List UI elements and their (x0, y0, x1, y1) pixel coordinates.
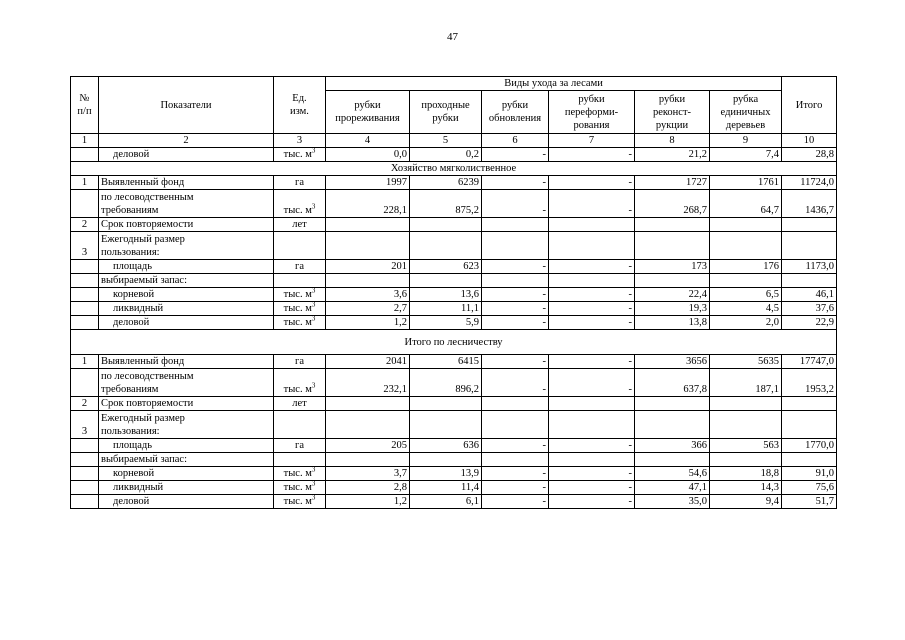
table-row (71, 190, 837, 218)
value-cell (482, 274, 549, 288)
header-column-number: 5 (410, 134, 482, 148)
value-cell: 173 (635, 260, 710, 274)
header-column-number: 3 (274, 134, 326, 148)
value-cell: 2,8 (326, 481, 410, 495)
value-cell: 0,2 (410, 148, 482, 162)
value-cell: 11,1 (410, 302, 482, 316)
header-total: Итого (782, 77, 837, 134)
row-number-cell (71, 467, 99, 481)
unit-cell: га (274, 176, 326, 190)
value-cell: 176 (710, 260, 782, 274)
unit-cell (274, 495, 326, 509)
header-column-number: 4 (326, 134, 410, 148)
value-cell (710, 218, 782, 232)
row-label-cell: ликвидный (99, 481, 274, 495)
value-cell (782, 232, 837, 260)
value-cell (326, 274, 410, 288)
row-number-cell (71, 148, 99, 162)
row-label-cell: Выявленный фонд (99, 176, 274, 190)
header-care-type: рубки реконст- рукции (635, 91, 710, 134)
value-cell: 13,8 (635, 316, 710, 330)
value-cell (410, 218, 482, 232)
table-row (71, 355, 837, 369)
unit-text: тыс. м (283, 289, 312, 300)
value-cell (549, 218, 635, 232)
table-row (71, 176, 837, 190)
forest-care-table (70, 76, 837, 509)
value-cell: 3,7 (326, 467, 410, 481)
unit-cell (274, 411, 326, 439)
value-cell: - (549, 355, 635, 369)
value-cell (410, 274, 482, 288)
unit-cell (274, 467, 326, 481)
value-cell (635, 411, 710, 439)
table-row (71, 218, 837, 232)
value-cell: 1770,0 (782, 439, 837, 453)
unit-cell: лет (274, 218, 326, 232)
value-cell: 22,4 (635, 288, 710, 302)
header-column-number: 7 (549, 134, 635, 148)
table-row (71, 288, 837, 302)
value-cell: 1173,0 (782, 260, 837, 274)
section-row (71, 162, 837, 176)
table-row (71, 397, 837, 411)
row-label-cell: корневой (99, 467, 274, 481)
value-cell: - (549, 176, 635, 190)
row-label-cell: площадь (99, 439, 274, 453)
value-cell: - (482, 148, 549, 162)
value-cell: 1727 (635, 176, 710, 190)
value-cell: 7,4 (710, 148, 782, 162)
value-cell (635, 397, 710, 411)
unit-superscript: 3 (311, 315, 316, 323)
unit-text: тыс. м (283, 468, 312, 479)
row-number-cell (71, 190, 99, 218)
value-cell (410, 397, 482, 411)
value-cell: 6,1 (410, 495, 482, 509)
value-cell: 1953,2 (782, 369, 837, 397)
unit-superscript: 3 (311, 301, 316, 309)
value-cell (326, 232, 410, 260)
unit-text: тыс. м (283, 149, 312, 160)
row-label-cell: деловой (99, 495, 274, 509)
value-cell: - (549, 288, 635, 302)
unit-superscript: 3 (311, 147, 316, 155)
unit-cell: га (274, 355, 326, 369)
value-cell: - (549, 190, 635, 218)
value-cell: 205 (326, 439, 410, 453)
value-cell: 0,0 (326, 148, 410, 162)
header-column-number: 8 (635, 134, 710, 148)
value-cell: 1997 (326, 176, 410, 190)
header-unit: Ед. изм. (274, 77, 326, 134)
value-cell: 6415 (410, 355, 482, 369)
unit-cell (274, 453, 326, 467)
value-cell: 91,0 (782, 467, 837, 481)
value-cell: - (549, 302, 635, 316)
value-cell: - (549, 369, 635, 397)
unit-text: тыс. м (283, 384, 312, 395)
value-cell: 201 (326, 260, 410, 274)
value-cell: 268,7 (635, 190, 710, 218)
row-label-cell: корневой (99, 288, 274, 302)
unit-superscript: 3 (311, 381, 316, 390)
value-cell: 563 (710, 439, 782, 453)
header-care-type: рубки прореживания (326, 91, 410, 134)
value-cell: 1,2 (326, 316, 410, 330)
value-cell: 2,7 (326, 302, 410, 316)
value-cell (782, 397, 837, 411)
table-row (71, 260, 837, 274)
value-cell: 896,2 (410, 369, 482, 397)
table-row (71, 481, 837, 495)
row-label-cell: Ежегодный размер пользования: (99, 411, 274, 439)
value-cell (549, 274, 635, 288)
value-cell (326, 411, 410, 439)
unit-superscript: 3 (311, 202, 316, 211)
row-number-cell (71, 302, 99, 316)
value-cell: 37,6 (782, 302, 837, 316)
value-cell: - (549, 316, 635, 330)
unit-cell: га (274, 439, 326, 453)
unit-cell: га (274, 260, 326, 274)
value-cell (410, 411, 482, 439)
value-cell: - (482, 316, 549, 330)
row-label-cell: по лесоводственным требованиям (99, 190, 274, 218)
value-cell: - (549, 481, 635, 495)
table-row (71, 411, 837, 439)
unit-text: тыс. м (283, 496, 312, 507)
row-number-cell: 2 (71, 397, 99, 411)
value-cell: - (549, 495, 635, 509)
unit-superscript: 3 (311, 480, 316, 488)
value-cell: 11724,0 (782, 176, 837, 190)
value-cell: 64,7 (710, 190, 782, 218)
header-column-number: 9 (710, 134, 782, 148)
value-cell: 228,1 (326, 190, 410, 218)
value-cell: 13,9 (410, 467, 482, 481)
value-cell: 13,6 (410, 288, 482, 302)
value-cell: 9,4 (710, 495, 782, 509)
value-cell: - (482, 495, 549, 509)
value-cell (635, 232, 710, 260)
row-number-cell: 3 (71, 411, 99, 439)
table-row (71, 369, 837, 397)
value-cell: 51,7 (782, 495, 837, 509)
value-cell: 4,5 (710, 302, 782, 316)
table-row (71, 148, 837, 162)
value-cell: 1761 (710, 176, 782, 190)
value-cell: 187,1 (710, 369, 782, 397)
row-label-cell: Срок повторяемости (99, 218, 274, 232)
unit-cell (274, 481, 326, 495)
header-indicator: Показатели (99, 77, 274, 134)
unit-superscript: 3 (311, 287, 316, 295)
header-num: № п/п (71, 77, 99, 134)
value-cell: - (482, 355, 549, 369)
value-cell: 6,5 (710, 288, 782, 302)
row-number-cell (71, 274, 99, 288)
value-cell: 637,8 (635, 369, 710, 397)
value-cell: - (482, 260, 549, 274)
value-cell (482, 411, 549, 439)
unit-cell (274, 190, 326, 218)
value-cell (782, 411, 837, 439)
row-label-cell: Срок повторяемости (99, 397, 274, 411)
value-cell: 47,1 (635, 481, 710, 495)
value-cell: - (482, 176, 549, 190)
section-title: Хозяйство мягколиственное (71, 162, 837, 176)
unit-cell (274, 316, 326, 330)
value-cell: - (482, 467, 549, 481)
value-cell (482, 232, 549, 260)
unit-text: тыс. м (283, 317, 312, 328)
unit-cell (274, 302, 326, 316)
row-label-cell: деловой (99, 316, 274, 330)
header-care-type: проходные рубки (410, 91, 482, 134)
value-cell: - (482, 190, 549, 218)
unit-cell (274, 288, 326, 302)
row-number-cell: 2 (71, 218, 99, 232)
value-cell (549, 397, 635, 411)
header-care-type: рубки переформи- рования (549, 91, 635, 134)
value-cell: 3,6 (326, 288, 410, 302)
value-cell: 5635 (710, 355, 782, 369)
row-number-cell (71, 260, 99, 274)
header-column-number: 10 (782, 134, 837, 148)
value-cell (482, 453, 549, 467)
value-cell: - (482, 288, 549, 302)
value-cell (782, 218, 837, 232)
value-cell: - (482, 369, 549, 397)
value-cell (549, 411, 635, 439)
value-cell (410, 232, 482, 260)
value-cell: 1436,7 (782, 190, 837, 218)
value-cell: - (549, 260, 635, 274)
value-cell: 636 (410, 439, 482, 453)
table-row (71, 316, 837, 330)
value-cell (326, 397, 410, 411)
value-cell: - (482, 439, 549, 453)
table-header (71, 77, 837, 148)
value-cell: 3656 (635, 355, 710, 369)
value-cell (710, 232, 782, 260)
table-row (71, 467, 837, 481)
unit-cell (274, 232, 326, 260)
page-number: 47 (447, 31, 458, 43)
row-number-cell (71, 369, 99, 397)
unit-superscript: 3 (311, 466, 316, 474)
row-number-cell (71, 288, 99, 302)
unit-text: тыс. м (283, 303, 312, 314)
header-care-type: рубки обновления (482, 91, 549, 134)
value-cell: 18,8 (710, 467, 782, 481)
value-cell: 623 (410, 260, 482, 274)
value-cell: 5,9 (410, 316, 482, 330)
value-cell (710, 274, 782, 288)
unit-cell: лет (274, 397, 326, 411)
value-cell (635, 453, 710, 467)
value-cell: - (549, 439, 635, 453)
value-cell: - (482, 302, 549, 316)
value-cell (710, 411, 782, 439)
table-row (71, 274, 837, 288)
value-cell: 17747,0 (782, 355, 837, 369)
value-cell: - (549, 467, 635, 481)
header-column-number: 6 (482, 134, 549, 148)
value-cell (635, 218, 710, 232)
value-cell (410, 453, 482, 467)
row-number-cell (71, 495, 99, 509)
unit-text: тыс. м (283, 205, 312, 216)
value-cell (710, 453, 782, 467)
header-column-number: 2 (99, 134, 274, 148)
section-title: Итого по лесничеству (71, 330, 837, 355)
table-row (71, 439, 837, 453)
unit-cell (274, 148, 326, 162)
unit-cell (274, 274, 326, 288)
row-label-cell: Ежегодный размер пользования: (99, 232, 274, 260)
value-cell: - (549, 148, 635, 162)
header-group: Виды ухода за лесами (326, 77, 782, 91)
value-cell: 54,6 (635, 467, 710, 481)
header-column-number: 1 (71, 134, 99, 148)
value-cell (326, 453, 410, 467)
row-number-cell (71, 316, 99, 330)
row-label-cell: ликвидный (99, 302, 274, 316)
value-cell (326, 218, 410, 232)
value-cell (710, 397, 782, 411)
row-number-cell: 3 (71, 232, 99, 260)
row-label-cell: Выявленный фонд (99, 355, 274, 369)
table-row (71, 302, 837, 316)
unit-superscript: 3 (311, 494, 316, 502)
value-cell: 22,9 (782, 316, 837, 330)
value-cell: 28,8 (782, 148, 837, 162)
table-row (71, 495, 837, 509)
value-cell: 875,2 (410, 190, 482, 218)
value-cell: 14,3 (710, 481, 782, 495)
value-cell: 19,3 (635, 302, 710, 316)
value-cell (782, 453, 837, 467)
value-cell: 6239 (410, 176, 482, 190)
value-cell: 2,0 (710, 316, 782, 330)
value-cell: 2041 (326, 355, 410, 369)
value-cell: 46,1 (782, 288, 837, 302)
value-cell (549, 232, 635, 260)
row-number-cell (71, 481, 99, 495)
value-cell (782, 274, 837, 288)
value-cell (635, 274, 710, 288)
value-cell: 232,1 (326, 369, 410, 397)
row-number-cell (71, 453, 99, 467)
row-number-cell: 1 (71, 355, 99, 369)
row-label-cell: по лесоводственным требованиям (99, 369, 274, 397)
row-number-cell (71, 439, 99, 453)
row-label-cell: выбираемый запас: (99, 274, 274, 288)
value-cell: - (482, 481, 549, 495)
value-cell: 366 (635, 439, 710, 453)
value-cell: 1,2 (326, 495, 410, 509)
value-cell (482, 218, 549, 232)
table-row (71, 453, 837, 467)
unit-text: тыс. м (283, 482, 312, 493)
row-number-cell: 1 (71, 176, 99, 190)
unit-cell (274, 369, 326, 397)
value-cell (549, 453, 635, 467)
value-cell (482, 397, 549, 411)
value-cell: 21,2 (635, 148, 710, 162)
row-label-cell: выбираемый запас: (99, 453, 274, 467)
row-label-cell: деловой (99, 148, 274, 162)
section-row (71, 330, 837, 355)
value-cell: 11,4 (410, 481, 482, 495)
row-label-cell: площадь (99, 260, 274, 274)
value-cell: 35,0 (635, 495, 710, 509)
table-row (71, 232, 837, 260)
header-care-type: рубка единичных деревьев (710, 91, 782, 134)
value-cell: 75,6 (782, 481, 837, 495)
